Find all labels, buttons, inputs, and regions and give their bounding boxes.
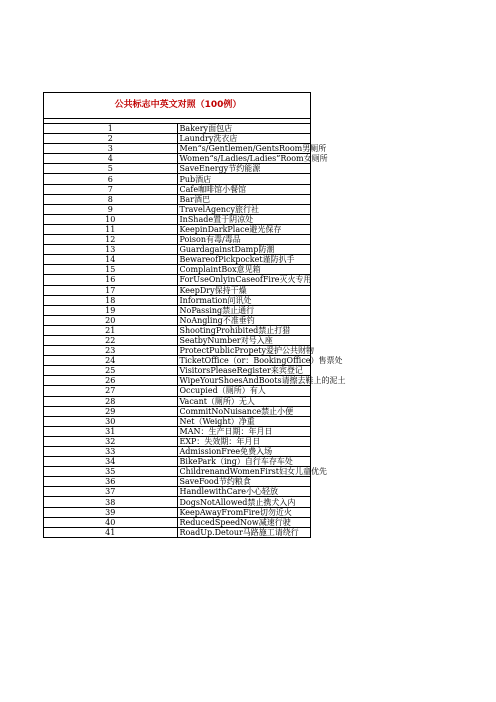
row-number: 32: [44, 436, 178, 446]
sign-text: ChildrenandWomenFirst妇女儿童优先: [177, 467, 311, 477]
table-row: [44, 386, 311, 396]
table-row: [44, 255, 311, 265]
sign-text: Information问讯处: [177, 295, 311, 305]
table-row: [44, 275, 311, 285]
sign-text: EXP：失效期：年月日: [177, 436, 311, 446]
row-number: 13: [44, 245, 178, 255]
table-row: [44, 356, 311, 366]
sign-text: BewareofPickpocket谨防扒手: [177, 255, 311, 265]
sign-text: GuardagainstDamp防潮: [177, 245, 311, 255]
table-row: [44, 295, 311, 305]
sign-text: VisitorsPleaseRegister来宾登记: [177, 366, 311, 376]
table-row: [44, 366, 311, 376]
row-number: 16: [44, 275, 178, 285]
row-number: 5: [44, 164, 178, 174]
sign-text: NoPassing禁止通行: [177, 305, 311, 315]
table-row: [44, 447, 311, 457]
sign-text: Pub酒店: [177, 174, 311, 184]
table-row: [44, 245, 311, 255]
table-row: [44, 174, 311, 184]
table-row: [44, 224, 311, 234]
table-row: [44, 265, 311, 275]
row-number: 31: [44, 426, 178, 436]
sign-text: SeatbyNumber对号入座: [177, 335, 311, 345]
row-number: 36: [44, 477, 178, 487]
row-number: 21: [44, 325, 178, 335]
row-number: 17: [44, 285, 178, 295]
sign-text: Laundry洗衣店: [177, 134, 311, 144]
table-row: [44, 154, 311, 164]
sign-text: AdmissionFree免费入场: [177, 447, 311, 457]
row-number: 12: [44, 235, 178, 245]
row-number: 41: [44, 527, 178, 537]
row-number: 23: [44, 346, 178, 356]
sign-text: Women“s/Ladies/Ladies”Room女厕所: [177, 154, 311, 164]
table-row: [44, 124, 311, 134]
row-number: 22: [44, 335, 178, 345]
table-row: [44, 517, 311, 527]
table-row: [44, 457, 311, 467]
table-row: [44, 487, 311, 497]
row-number: 19: [44, 305, 178, 315]
table-row: [44, 235, 311, 245]
sign-text: Men“s/Gentlemen/GentsRoom男厕所: [177, 144, 311, 154]
row-number: 37: [44, 487, 178, 497]
document-title: 公共标志中英文对照（100例）: [44, 93, 311, 119]
row-number: 4: [44, 154, 178, 164]
table-row: [44, 214, 311, 224]
row-number: 24: [44, 356, 178, 366]
row-number: 9: [44, 204, 178, 214]
row-number: 27: [44, 386, 178, 396]
row-number: 34: [44, 457, 178, 467]
row-number: 29: [44, 406, 178, 416]
sign-text: ComplaintBox意见箱: [177, 265, 311, 275]
row-number: 10: [44, 214, 178, 224]
row-number: 7: [44, 184, 178, 194]
row-number: 40: [44, 517, 178, 527]
table-row: [44, 204, 311, 214]
sign-text: Cafe咖啡馆小餐馆: [177, 184, 311, 194]
table-row: [44, 134, 311, 144]
sign-text: ProtectPublicPropety爱护公共财物: [177, 346, 311, 356]
table-row: [44, 477, 311, 487]
table-row: [44, 406, 311, 416]
row-number: 26: [44, 376, 178, 386]
row-number: 20: [44, 315, 178, 325]
table-row: [44, 527, 311, 537]
row-number: 38: [44, 497, 178, 507]
sign-text: CommitNoNuisance禁止小便: [177, 406, 311, 416]
sign-text: RoadUp.Detour马路施工请绕行: [177, 527, 311, 537]
row-number: 2: [44, 134, 178, 144]
table-row: [44, 426, 311, 436]
table-row: [44, 376, 311, 386]
sign-text: Occupied（厕所）有人: [177, 386, 311, 396]
row-number: 30: [44, 416, 178, 426]
sign-table: [43, 92, 346, 538]
sign-text: Bar酒巴: [177, 194, 311, 204]
sign-text: KeepDry保持干燥: [177, 285, 311, 295]
table-row: [44, 346, 311, 356]
sign-text: DogsNotAllowed禁止携犬入内: [177, 497, 311, 507]
row-number: 6: [44, 174, 178, 184]
sign-text: Poison有毒/毒品: [177, 235, 311, 245]
sign-text: Bakery面包店: [177, 124, 311, 134]
row-number: 3: [44, 144, 178, 154]
table-row: [44, 497, 311, 507]
table-row: [44, 396, 311, 406]
row-number: 33: [44, 447, 178, 457]
sign-text: BikePark（ing）自行车存车处: [177, 457, 311, 467]
sign-text: SaveEnergy节约能源: [177, 164, 311, 174]
table-row: [44, 467, 311, 477]
sign-text: ReducedSpeedNow减速行驶: [177, 517, 311, 527]
table-row: [44, 436, 311, 446]
sign-text: Vacant（厕所）无人: [177, 396, 311, 406]
sign-text: NoAngling不准垂钓: [177, 315, 311, 325]
sign-text: MAN：生产日期：年月日: [177, 426, 311, 436]
table-row: [44, 325, 311, 335]
row-number: 35: [44, 467, 178, 477]
sign-text: ShootingProhibited禁止打猎: [177, 325, 311, 335]
table-row: [44, 285, 311, 295]
sign-text: TicketOffice（or：BookingOffice）售票处: [177, 356, 311, 366]
sign-text: WipeYourShoesAndBoots请擦去鞋上的泥土: [177, 376, 311, 386]
row-number: 1: [44, 124, 178, 134]
sign-text: KeepAwayFromFire切勿近火: [177, 507, 311, 517]
table-row: [44, 315, 311, 325]
row-number: 14: [44, 255, 178, 265]
sign-text: KeepinDarkPlace避光保存: [177, 224, 311, 234]
table-row: [44, 416, 311, 426]
table-row: [44, 184, 311, 194]
row-number: 25: [44, 366, 178, 376]
sign-text: SaveFood节约粮食: [177, 477, 311, 487]
row-number: 11: [44, 224, 178, 234]
row-number: 15: [44, 265, 178, 275]
table-row: [44, 194, 311, 204]
table-row: [44, 164, 311, 174]
table-row: [44, 335, 311, 345]
title-row: [44, 93, 311, 119]
sign-text: ForUseOnlyinCaseofFire灭火专用: [177, 275, 311, 285]
sign-text: InShade置于阴凉处: [177, 214, 311, 224]
row-number: 8: [44, 194, 178, 204]
table-row: [44, 144, 311, 154]
table-row: [44, 507, 311, 517]
row-number: 39: [44, 507, 178, 517]
sign-text: TravelAgency旅行社: [177, 204, 311, 214]
row-number: 28: [44, 396, 178, 406]
table-row: [44, 305, 311, 315]
row-number: 18: [44, 295, 178, 305]
sign-text: HandlewithCare小心轻放: [177, 487, 311, 497]
sign-text: Net（Weight）净重: [177, 416, 311, 426]
